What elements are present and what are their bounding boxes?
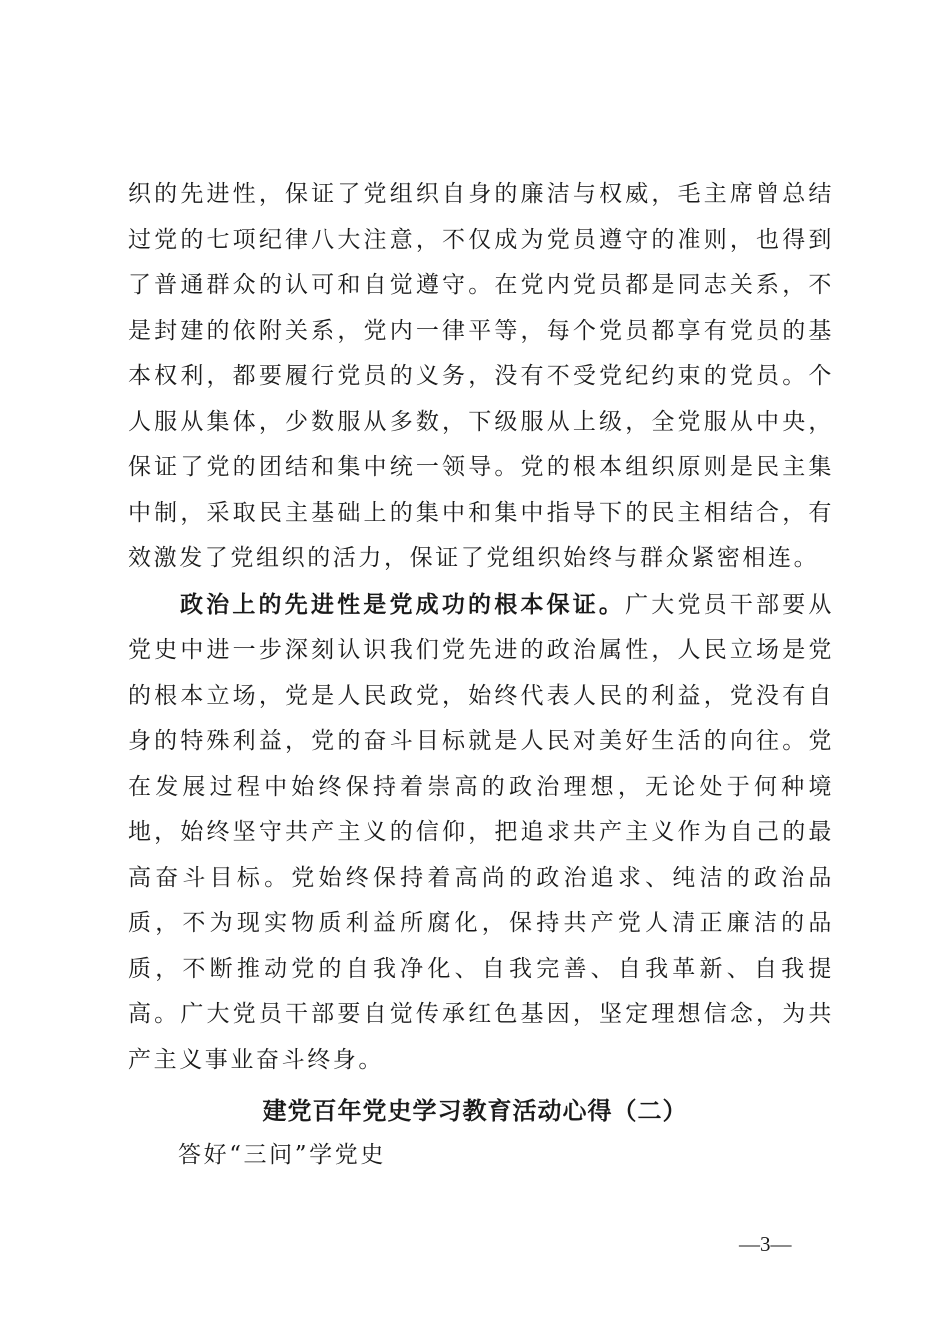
section-title: 建党百年党史学习教育活动心得（二） bbox=[262, 1097, 688, 1125]
paragraph-political-advancement bbox=[128, 582, 834, 1084]
section-subtitle: 答好“三问”学党史 bbox=[178, 1142, 386, 1168]
body-text bbox=[128, 172, 834, 1083]
paragraph-body: 广大党员干部要从党史中进一步深刻认识我们党先进的政治属性，人民立场是党的根本立场，党是人民政党，始终代表人民的利益，党没有自身的特殊利益，党的奋斗目标就是人民对美好生活的向往。党在发展过程中始终保持着崇高的政治理想，无论处于何种境地，始终坚守共产主义的信仰，把追求共产主义作为自己的最高奋斗目标。党始终保持着高尚的政治追求、纯洁的政治品质，不为现实物质利益所腐化，保持共产党人清正廉洁的品质，不断推动党的自我净化、自我完善、自我革新、自我提高。广大党员干部要自觉传承红色基因，坚定理想信念，为共产主义事业奋斗终身。 bbox=[128, 591, 834, 1073]
paragraph-continuation: 织的先进性，保证了党组织自身的廉洁与权威，毛主席曾总结过党的七项纪律八大注意，不仅成为党员遵守的准则，也得到了普通群众的认可和自觉遵守。在党内党员都是同志关系，不是封建的依附关系，党内一律平等，每个党员都享有党员的基本权利，都要履行党员的义务，没有不受党纪约束的党员。个人服从集体，少数服从多数，下级服从上级，全党服从中央，保证了党的团结和集中统一领导。党的根本组织原则是民主集中制，采取民主基础上的集中和集中指导下的民主相结合，有效激发了党组织的活力，保证了党组织始终与群众紧密相连。 bbox=[128, 181, 834, 571]
page-number: —3— bbox=[739, 1232, 792, 1256]
paragraph-lead-sentence: 政治上的先进性是党成功的根本保证。 bbox=[180, 590, 626, 618]
